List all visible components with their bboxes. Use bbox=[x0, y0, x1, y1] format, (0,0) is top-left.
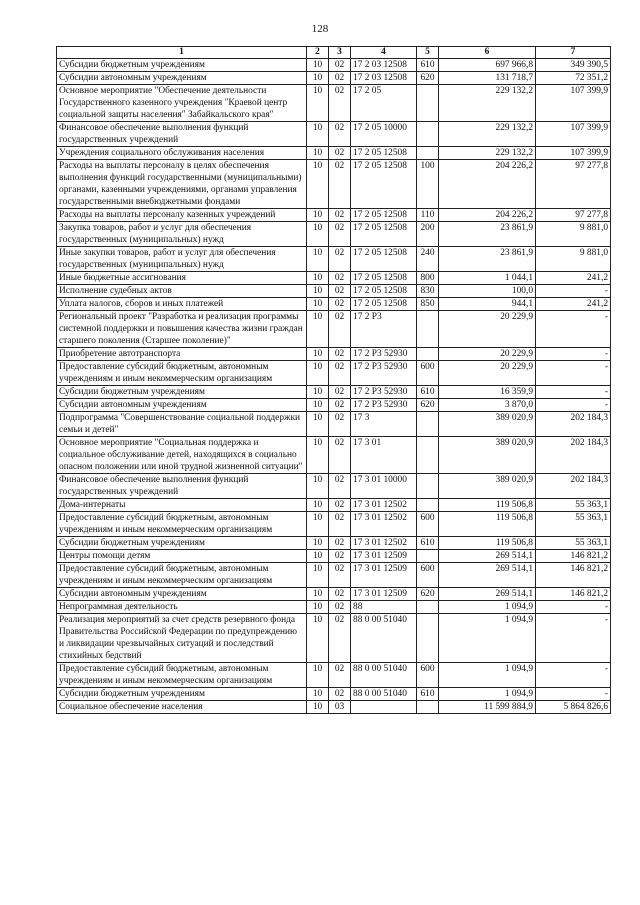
table-row bbox=[57, 550, 611, 563]
row-label-cell: Учреждения социального обслуживания населения bbox=[57, 147, 307, 160]
row-label-cell: Подпрограмма "Совершенствование социальной поддержки семьи и детей" bbox=[57, 412, 307, 437]
row-label-cell: Предоставление субсидий бюджетным, автономным учреждениям и иным некоммерческим организациям bbox=[57, 361, 307, 386]
row-value-cell: 10 bbox=[307, 361, 329, 386]
row-value-cell: 241,2 bbox=[536, 298, 611, 311]
row-value-cell: 02 bbox=[329, 247, 351, 272]
row-value-cell: 17 2 03 12508 bbox=[351, 72, 417, 85]
row-value-cell: 02 bbox=[329, 512, 351, 537]
row-value-cell: 10 bbox=[307, 601, 329, 614]
row-value-cell: - bbox=[536, 311, 611, 348]
row-value-cell bbox=[417, 614, 439, 663]
row-value-cell bbox=[417, 85, 439, 122]
row-value-cell: 02 bbox=[329, 222, 351, 247]
table-row bbox=[57, 474, 611, 499]
table-row bbox=[57, 614, 611, 663]
row-value-cell: 10 bbox=[307, 412, 329, 437]
row-value-cell: 02 bbox=[329, 72, 351, 85]
table-row bbox=[57, 59, 611, 72]
row-value-cell: 02 bbox=[329, 311, 351, 348]
page-number: 128 bbox=[311, 23, 329, 35]
row-value-cell: 202 184,3 bbox=[536, 437, 611, 474]
row-value-cell: 349 390,5 bbox=[536, 59, 611, 72]
table-row bbox=[57, 588, 611, 601]
row-value-cell: 600 bbox=[417, 563, 439, 588]
row-value-cell: 20 229,9 bbox=[439, 361, 536, 386]
row-value-cell: 200 bbox=[417, 222, 439, 247]
row-value-cell: 10 bbox=[307, 437, 329, 474]
row-value-cell: 610 bbox=[417, 537, 439, 550]
row-value-cell: 02 bbox=[329, 412, 351, 437]
column-header: 7 bbox=[536, 47, 611, 59]
row-value-cell: 119 506,8 bbox=[439, 499, 536, 512]
row-value-cell: 600 bbox=[417, 663, 439, 688]
row-label-cell: Региональный проект "Разработка и реализация программы системной поддержки и повышения качества жизни граждан старшего поколения (Старшее поколение)" bbox=[57, 311, 307, 348]
row-value-cell: 240 bbox=[417, 247, 439, 272]
row-value-cell: 02 bbox=[329, 499, 351, 512]
row-label-cell: Непрограммная деятельность bbox=[57, 601, 307, 614]
table-row bbox=[57, 361, 611, 386]
row-value-cell: 620 bbox=[417, 399, 439, 412]
row-label-cell: Уплата налогов, сборов и иных платежей bbox=[57, 298, 307, 311]
row-value-cell: 269 514,1 bbox=[439, 550, 536, 563]
row-value-cell bbox=[417, 412, 439, 437]
table-row bbox=[57, 160, 611, 209]
row-value-cell: 10 bbox=[307, 663, 329, 688]
row-value-cell: 02 bbox=[329, 386, 351, 399]
row-value-cell: 17 2 05 12508 bbox=[351, 147, 417, 160]
table-row bbox=[57, 247, 611, 272]
row-value-cell: 202 184,3 bbox=[536, 412, 611, 437]
row-value-cell: - bbox=[536, 361, 611, 386]
row-value-cell: - bbox=[536, 663, 611, 688]
row-value-cell: 9 881,0 bbox=[536, 247, 611, 272]
row-value-cell: 17 2 05 12508 bbox=[351, 247, 417, 272]
row-value-cell: 107 399,9 bbox=[536, 147, 611, 160]
row-value-cell: 17 2 05 12508 bbox=[351, 209, 417, 222]
row-value-cell: 600 bbox=[417, 361, 439, 386]
row-value-cell bbox=[417, 122, 439, 147]
row-value-cell bbox=[417, 550, 439, 563]
table-row bbox=[57, 688, 611, 701]
row-value-cell: 107 399,9 bbox=[536, 85, 611, 122]
row-value-cell: 17 2 05 12508 bbox=[351, 298, 417, 311]
row-value-cell bbox=[417, 701, 439, 714]
row-value-cell: 146 821,2 bbox=[536, 563, 611, 588]
table-row bbox=[57, 222, 611, 247]
row-value-cell: 202 184,3 bbox=[536, 474, 611, 499]
row-value-cell: 20 229,9 bbox=[439, 311, 536, 348]
row-value-cell: 389 020,9 bbox=[439, 474, 536, 499]
row-value-cell: 02 bbox=[329, 537, 351, 550]
row-value-cell: 204 226,2 bbox=[439, 160, 536, 209]
row-value-cell: 241,2 bbox=[536, 272, 611, 285]
row-label-cell: Субсидии бюджетным учреждениям bbox=[57, 59, 307, 72]
row-value-cell: 620 bbox=[417, 72, 439, 85]
row-value-cell: 88 bbox=[351, 601, 417, 614]
row-value-cell: 229 132,2 bbox=[439, 122, 536, 147]
row-value-cell: 17 2 05 12508 bbox=[351, 285, 417, 298]
column-header: 6 bbox=[439, 47, 536, 59]
column-header: 2 bbox=[307, 47, 329, 59]
row-label-cell: Финансовое обеспечение выполнения функций государственных учреждений bbox=[57, 122, 307, 147]
row-value-cell: 88 0 00 51040 bbox=[351, 663, 417, 688]
row-value-cell: - bbox=[536, 348, 611, 361]
row-value-cell: 72 351,2 bbox=[536, 72, 611, 85]
row-value-cell: 17 2 05 12508 bbox=[351, 222, 417, 247]
row-value-cell: 10 bbox=[307, 122, 329, 147]
row-value-cell: 610 bbox=[417, 386, 439, 399]
row-value-cell: 02 bbox=[329, 663, 351, 688]
row-value-cell: 10 bbox=[307, 285, 329, 298]
row-value-cell: 55 363,1 bbox=[536, 499, 611, 512]
row-label-cell: Субсидии бюджетным учреждениям bbox=[57, 386, 307, 399]
row-label-cell: Расходы на выплаты персоналу в целях обеспечения выполнения функций государственными (муниципальными) органами, казенными учреждениями, органами управления государственными внебюджетными фондами bbox=[57, 160, 307, 209]
row-label-cell: Субсидии автономным учреждениям bbox=[57, 588, 307, 601]
row-value-cell: 100 bbox=[417, 160, 439, 209]
row-value-cell: 02 bbox=[329, 147, 351, 160]
row-value-cell: 10 bbox=[307, 72, 329, 85]
row-value-cell: 10 bbox=[307, 701, 329, 714]
row-value-cell: 119 506,8 bbox=[439, 512, 536, 537]
row-value-cell bbox=[351, 701, 417, 714]
row-value-cell: 02 bbox=[329, 688, 351, 701]
column-header: 3 bbox=[329, 47, 351, 59]
row-value-cell: 9 881,0 bbox=[536, 222, 611, 247]
row-value-cell: 1 094,9 bbox=[439, 601, 536, 614]
row-value-cell: 10 bbox=[307, 85, 329, 122]
row-label-cell: Предоставление субсидий бюджетным, автономным учреждениям и иным некоммерческим организациям bbox=[57, 563, 307, 588]
table-row bbox=[57, 147, 611, 160]
row-value-cell: 17 2 P3 52930 bbox=[351, 399, 417, 412]
row-value-cell: 17 3 01 12509 bbox=[351, 563, 417, 588]
row-value-cell: 389 020,9 bbox=[439, 412, 536, 437]
row-label-cell: Иные бюджетные ассигнования bbox=[57, 272, 307, 285]
row-label-cell: Предоставление субсидий бюджетным, автономным учреждениям и иным некоммерческим организациям bbox=[57, 512, 307, 537]
row-value-cell: 17 3 01 12509 bbox=[351, 588, 417, 601]
row-value-cell: 17 2 05 10000 bbox=[351, 122, 417, 147]
row-value-cell: 830 bbox=[417, 285, 439, 298]
row-value-cell bbox=[417, 147, 439, 160]
row-value-cell: 17 3 01 12502 bbox=[351, 512, 417, 537]
row-value-cell: 03 bbox=[329, 701, 351, 714]
table-row bbox=[57, 701, 611, 714]
table-header-row bbox=[57, 47, 611, 59]
row-value-cell: 10 bbox=[307, 512, 329, 537]
row-value-cell: 02 bbox=[329, 209, 351, 222]
table-row bbox=[57, 298, 611, 311]
row-value-cell: 02 bbox=[329, 122, 351, 147]
row-value-cell bbox=[417, 348, 439, 361]
row-value-cell: 131 718,7 bbox=[439, 72, 536, 85]
row-value-cell: 02 bbox=[329, 601, 351, 614]
row-value-cell: 610 bbox=[417, 59, 439, 72]
row-value-cell: - bbox=[536, 601, 611, 614]
table-row bbox=[57, 209, 611, 222]
row-value-cell: 697 966,8 bbox=[439, 59, 536, 72]
row-value-cell: 17 2 P3 52930 bbox=[351, 361, 417, 386]
row-value-cell: 17 2 P3 52930 bbox=[351, 386, 417, 399]
row-value-cell: 389 020,9 bbox=[439, 437, 536, 474]
row-value-cell: 88 0 00 51040 bbox=[351, 688, 417, 701]
row-value-cell: 10 bbox=[307, 550, 329, 563]
row-value-cell: 850 bbox=[417, 298, 439, 311]
row-value-cell: 10 bbox=[307, 298, 329, 311]
row-value-cell: 97 277,8 bbox=[536, 160, 611, 209]
row-value-cell: 23 861,9 bbox=[439, 222, 536, 247]
row-value-cell: 17 3 01 bbox=[351, 437, 417, 474]
table-row bbox=[57, 601, 611, 614]
row-value-cell: 10 bbox=[307, 209, 329, 222]
table-row bbox=[57, 437, 611, 474]
row-value-cell: 1 094,9 bbox=[439, 663, 536, 688]
row-label-cell: Основное мероприятие "Обеспечение деятельности Государственного казенного учреждения "Краевой центр социальной защиты населения" Забайкальского края" bbox=[57, 85, 307, 122]
row-label-cell: Расходы на выплаты персоналу казенных учреждений bbox=[57, 209, 307, 222]
row-value-cell: - bbox=[536, 614, 611, 663]
table-row bbox=[57, 122, 611, 147]
row-label-cell: Центры помощи детям bbox=[57, 550, 307, 563]
table-row bbox=[57, 72, 611, 85]
table-row bbox=[57, 85, 611, 122]
row-label-cell: Предоставление субсидий бюджетным, автономным учреждениям и иным некоммерческим организациям bbox=[57, 663, 307, 688]
row-value-cell: 10 bbox=[307, 614, 329, 663]
row-value-cell: - bbox=[536, 688, 611, 701]
row-value-cell: 17 2 05 bbox=[351, 85, 417, 122]
table-row bbox=[57, 563, 611, 588]
row-value-cell: 10 bbox=[307, 474, 329, 499]
row-value-cell: 1 094,9 bbox=[439, 688, 536, 701]
row-value-cell: 88 0 00 51040 bbox=[351, 614, 417, 663]
row-label-cell: Иные закупки товаров, работ и услуг для обеспечения государственных (муниципальных) нужд bbox=[57, 247, 307, 272]
row-value-cell: 107 399,9 bbox=[536, 122, 611, 147]
row-label-cell: Приобретение автотранспорта bbox=[57, 348, 307, 361]
row-label-cell: Основное мероприятие "Социальная поддержка и социальное обслуживание детей, находящихся в социально опасном положении или иной трудной жизненной ситуации" bbox=[57, 437, 307, 474]
row-value-cell: 269 514,1 bbox=[439, 588, 536, 601]
row-value-cell: 146 821,2 bbox=[536, 588, 611, 601]
row-value-cell: 02 bbox=[329, 399, 351, 412]
row-value-cell: 02 bbox=[329, 614, 351, 663]
row-value-cell: 02 bbox=[329, 437, 351, 474]
row-value-cell: 600 bbox=[417, 512, 439, 537]
row-value-cell: 146 821,2 bbox=[536, 550, 611, 563]
row-value-cell: 10 bbox=[307, 563, 329, 588]
row-value-cell: 02 bbox=[329, 588, 351, 601]
row-value-cell: 10 bbox=[307, 588, 329, 601]
column-header: 4 bbox=[351, 47, 417, 59]
row-label-cell: Реализация мероприятий за счет средств резервного фонда Правительства Российской Федерации по предупреждению и ликвидации чрезвычайных ситуаций и последствий стихийных бедствий bbox=[57, 614, 307, 663]
table-row bbox=[57, 348, 611, 361]
row-value-cell: 3 870,0 bbox=[439, 399, 536, 412]
row-value-cell: 100,0 bbox=[439, 285, 536, 298]
row-label-cell: Исполнение судебных актов bbox=[57, 285, 307, 298]
row-value-cell: 17 2 05 12508 bbox=[351, 272, 417, 285]
row-value-cell: 119 506,8 bbox=[439, 537, 536, 550]
row-value-cell: 17 2 P3 bbox=[351, 311, 417, 348]
row-value-cell: 1 044,1 bbox=[439, 272, 536, 285]
row-value-cell: 229 132,2 bbox=[439, 147, 536, 160]
row-label-cell: Дома-интернаты bbox=[57, 499, 307, 512]
row-value-cell: 17 3 01 12502 bbox=[351, 537, 417, 550]
table-row bbox=[57, 499, 611, 512]
row-value-cell: 23 861,9 bbox=[439, 247, 536, 272]
row-value-cell: - bbox=[536, 399, 611, 412]
row-value-cell: 10 bbox=[307, 272, 329, 285]
row-value-cell: 110 bbox=[417, 209, 439, 222]
row-value-cell: 02 bbox=[329, 160, 351, 209]
table-row bbox=[57, 512, 611, 537]
row-value-cell: 02 bbox=[329, 361, 351, 386]
row-value-cell: 10 bbox=[307, 311, 329, 348]
row-value-cell: 10 bbox=[307, 222, 329, 247]
row-value-cell: 97 277,8 bbox=[536, 209, 611, 222]
row-value-cell: 16 359,9 bbox=[439, 386, 536, 399]
row-value-cell bbox=[417, 437, 439, 474]
table-row bbox=[57, 386, 611, 399]
row-value-cell: 229 132,2 bbox=[439, 85, 536, 122]
row-value-cell bbox=[417, 311, 439, 348]
row-value-cell: 10 bbox=[307, 386, 329, 399]
row-value-cell: 10 bbox=[307, 59, 329, 72]
row-value-cell: 17 3 01 12502 bbox=[351, 499, 417, 512]
table-row bbox=[57, 272, 611, 285]
row-value-cell bbox=[417, 474, 439, 499]
budget-table bbox=[56, 46, 611, 714]
row-value-cell: 02 bbox=[329, 348, 351, 361]
row-value-cell: 1 094,9 bbox=[439, 614, 536, 663]
row-value-cell: 5 864 826,6 bbox=[536, 701, 611, 714]
row-value-cell: 10 bbox=[307, 147, 329, 160]
table-row bbox=[57, 537, 611, 550]
row-value-cell: 02 bbox=[329, 285, 351, 298]
row-value-cell: - bbox=[536, 285, 611, 298]
row-value-cell: 17 3 bbox=[351, 412, 417, 437]
row-label-cell: Финансовое обеспечение выполнения функций государственных учреждений bbox=[57, 474, 307, 499]
row-value-cell: 944,1 bbox=[439, 298, 536, 311]
row-value-cell: 10 bbox=[307, 399, 329, 412]
row-value-cell: 17 3 01 10000 bbox=[351, 474, 417, 499]
row-value-cell: 10 bbox=[307, 348, 329, 361]
row-value-cell: 800 bbox=[417, 272, 439, 285]
row-value-cell: 10 bbox=[307, 247, 329, 272]
column-header: 5 bbox=[417, 47, 439, 59]
row-value-cell: 17 2 P3 52930 bbox=[351, 348, 417, 361]
row-value-cell: 02 bbox=[329, 298, 351, 311]
row-value-cell: 10 bbox=[307, 688, 329, 701]
row-value-cell: 10 bbox=[307, 160, 329, 209]
row-value-cell: 204 226,2 bbox=[439, 209, 536, 222]
row-value-cell bbox=[417, 499, 439, 512]
row-value-cell: 17 3 01 12509 bbox=[351, 550, 417, 563]
row-value-cell: 02 bbox=[329, 550, 351, 563]
row-value-cell: 55 363,1 bbox=[536, 537, 611, 550]
table-body bbox=[57, 59, 611, 714]
table-row bbox=[57, 663, 611, 688]
row-value-cell: 10 bbox=[307, 537, 329, 550]
row-value-cell: 11 599 884,9 bbox=[439, 701, 536, 714]
row-value-cell: 02 bbox=[329, 272, 351, 285]
row-value-cell bbox=[417, 601, 439, 614]
row-value-cell: 02 bbox=[329, 59, 351, 72]
row-value-cell: - bbox=[536, 386, 611, 399]
row-label-cell: Субсидии автономным учреждениям bbox=[57, 72, 307, 85]
row-label-cell: Социальное обеспечение населения bbox=[57, 701, 307, 714]
row-value-cell: 10 bbox=[307, 499, 329, 512]
table-row bbox=[57, 412, 611, 437]
row-value-cell: 17 2 03 12508 bbox=[351, 59, 417, 72]
row-label-cell: Субсидии бюджетным учреждениям bbox=[57, 688, 307, 701]
row-value-cell: 610 bbox=[417, 688, 439, 701]
row-label-cell: Субсидии автономным учреждениям bbox=[57, 399, 307, 412]
row-value-cell: 20 229,9 bbox=[439, 348, 536, 361]
row-value-cell: 02 bbox=[329, 85, 351, 122]
table-row bbox=[57, 285, 611, 298]
table-row bbox=[57, 311, 611, 348]
row-value-cell: 269 514,1 bbox=[439, 563, 536, 588]
column-header: 1 bbox=[57, 47, 307, 59]
row-value-cell: 620 bbox=[417, 588, 439, 601]
row-value-cell: 55 363,1 bbox=[536, 512, 611, 537]
table-row bbox=[57, 399, 611, 412]
row-label-cell: Субсидии бюджетным учреждениям bbox=[57, 537, 307, 550]
row-value-cell: 17 2 05 12508 bbox=[351, 160, 417, 209]
row-label-cell: Закупка товаров, работ и услуг для обеспечения государственных (муниципальных) нужд bbox=[57, 222, 307, 247]
row-value-cell: 02 bbox=[329, 563, 351, 588]
row-value-cell: 02 bbox=[329, 474, 351, 499]
